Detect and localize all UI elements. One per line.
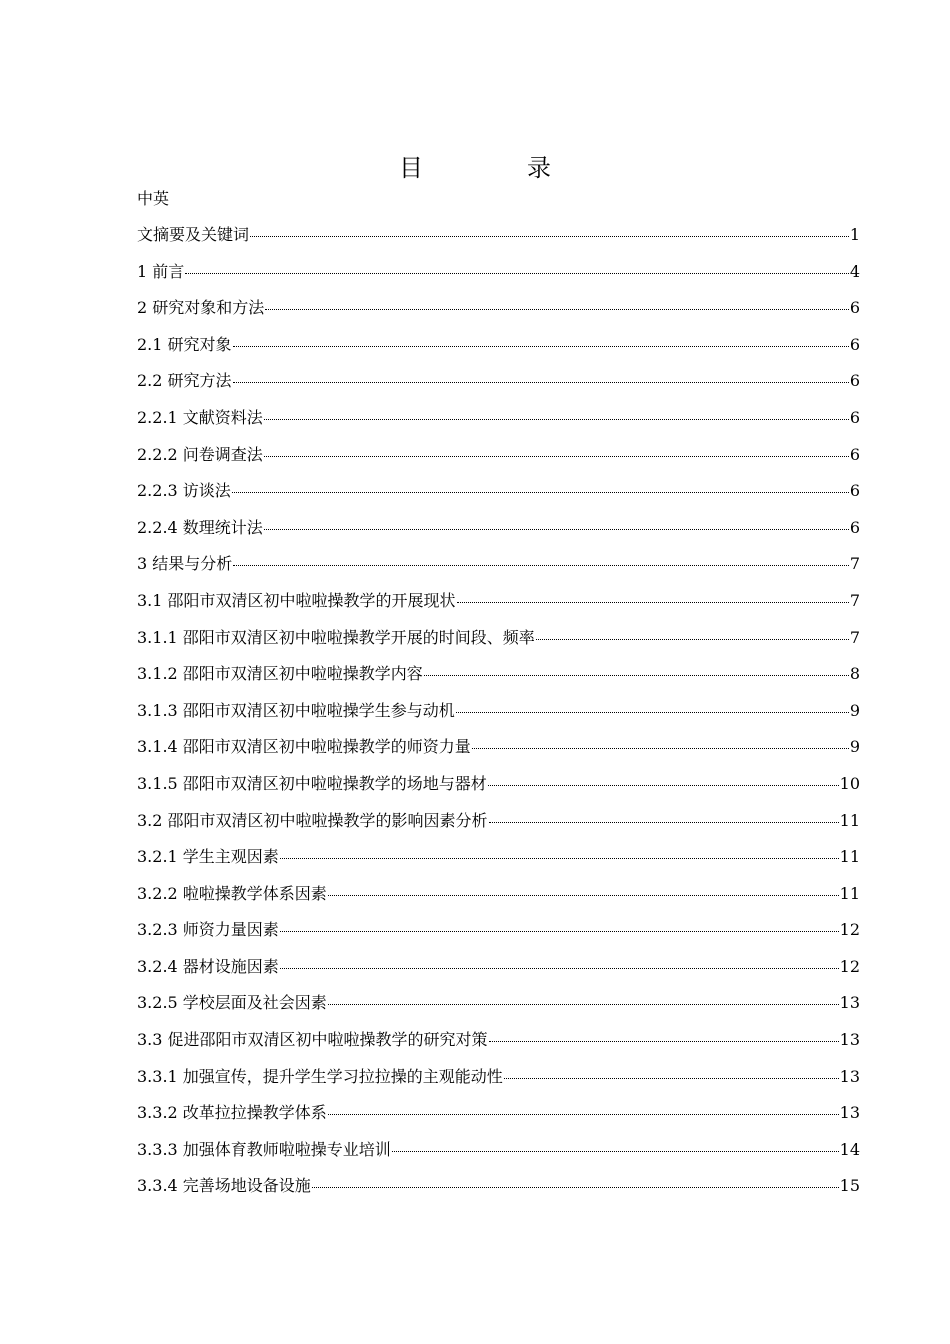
dot-leader — [489, 820, 839, 823]
dot-leader — [185, 271, 849, 274]
dot-leader — [233, 380, 849, 383]
toc-entry-title[interactable]: 3.3.2 改革拉拉操教学体系 — [137, 1103, 327, 1123]
toc-entry[interactable] — [137, 297, 860, 334]
toc-entry-title[interactable]: 3.2.3 师资力量因素 — [137, 920, 279, 940]
toc-entry-page-number[interactable]: 6 — [849, 444, 860, 464]
toc-entry-title[interactable]: 3.1.4 邵阳市双清区初中啦啦操教学的师资力量 — [137, 737, 471, 757]
dot-leader — [264, 527, 849, 530]
dot-leader — [312, 1185, 839, 1188]
toc-entry[interactable] — [137, 627, 860, 664]
toc-entry-page-number[interactable]: 13 — [839, 1030, 860, 1050]
toc-entry[interactable] — [137, 370, 860, 407]
toc-entry-page-number[interactable]: 11 — [839, 847, 860, 867]
toc-entry[interactable] — [137, 1175, 860, 1212]
toc-entry-title[interactable]: 3.1.1 邵阳市双清区初中啦啦操教学开展的时间段、频率 — [137, 627, 535, 647]
toc-entry[interactable] — [137, 334, 860, 371]
dot-leader — [328, 1002, 839, 1005]
toc-entry-page-number[interactable]: 7 — [849, 554, 860, 574]
toc-entry[interactable] — [137, 810, 860, 847]
dot-leader — [250, 234, 849, 237]
dot-leader — [280, 856, 839, 859]
toc-entry-title[interactable]: 3 结果与分析 — [137, 554, 233, 574]
toc-entry-page-number[interactable]: 12 — [839, 920, 860, 940]
toc-entry[interactable] — [137, 736, 860, 773]
toc-entry[interactable] — [137, 846, 860, 883]
dot-leader — [504, 1076, 839, 1079]
dot-leader — [264, 454, 849, 457]
dot-leader — [280, 966, 839, 969]
dot-leader — [328, 1112, 839, 1115]
toc-entry-title[interactable]: 2.2.3 访谈法 — [137, 481, 231, 501]
toc-entry-page-number[interactable]: 9 — [849, 737, 860, 757]
toc-entry-title[interactable]: 3.2.1 学生主观因素 — [137, 847, 279, 867]
toc-entry-page-number[interactable]: 15 — [839, 1176, 860, 1196]
toc-entry-page-number[interactable]: 6 — [849, 371, 860, 391]
toc-entry[interactable] — [137, 553, 860, 590]
toc-entry[interactable] — [137, 517, 860, 554]
dot-leader — [489, 1039, 839, 1042]
toc-entry-title[interactable]: 2.2 研究方法 — [137, 371, 232, 391]
toc-entry-title[interactable]: 3.1 邵阳市双清区初中啦啦操教学的开展现状 — [137, 590, 456, 610]
toc-entry[interactable] — [137, 1139, 860, 1176]
toc-entry-page-number[interactable]: 6 — [849, 334, 860, 354]
toc-entry-title[interactable]: 2.2.2 问卷调查法 — [137, 444, 263, 464]
toc-list — [137, 224, 860, 1212]
toc-entry[interactable] — [137, 444, 860, 481]
toc-entry-title[interactable]: 3.2.5 学校层面及社会因素 — [137, 993, 327, 1013]
toc-entry-page-number[interactable]: 14 — [839, 1139, 860, 1159]
toc-entry-page-number[interactable]: 13 — [839, 1066, 860, 1086]
toc-entry-page-number[interactable]: 6 — [849, 517, 860, 537]
toc-entry-title[interactable]: 1 前言 — [137, 261, 185, 281]
toc-entry[interactable] — [137, 773, 860, 810]
dot-leader — [328, 893, 839, 896]
toc-entry-page-number[interactable]: 9 — [849, 700, 860, 720]
toc-entry-page-number[interactable]: 6 — [849, 407, 860, 427]
toc-entry-title[interactable]: 2.1 研究对象 — [137, 334, 232, 354]
toc-entry-title[interactable]: 3.3 促进邵阳市双清区初中啦啦操教学的研究对策 — [137, 1030, 488, 1050]
dot-leader — [232, 490, 849, 493]
dot-leader — [280, 929, 839, 932]
toc-entry-title[interactable]: 文摘要及关键词 — [137, 225, 250, 244]
toc-entry-title[interactable]: 2.2.1 文献资料法 — [137, 407, 263, 427]
toc-entry-page-number[interactable]: 12 — [839, 956, 860, 976]
toc-entry-title[interactable]: 3.3.4 完善场地设备设施 — [137, 1176, 311, 1196]
toc-entry-page-number[interactable]: 11 — [839, 810, 860, 830]
toc-entry[interactable] — [137, 590, 860, 627]
toc-lead-line: 中英 — [137, 189, 170, 208]
toc-entry[interactable] — [137, 883, 860, 920]
dot-leader — [472, 746, 849, 749]
toc-entry-title[interactable]: 3.3.1 加强宣传，提升学生学习拉拉操的主观能动性 — [137, 1066, 503, 1086]
toc-entry[interactable] — [137, 992, 860, 1029]
toc-entry-title[interactable]: 3.1.2 邵阳市双清区初中啦啦操教学内容 — [137, 664, 423, 684]
toc-entry-page-number[interactable]: 13 — [839, 993, 860, 1013]
dot-leader — [536, 637, 849, 640]
dot-leader — [456, 710, 849, 713]
toc-entry-page-number[interactable]: 7 — [849, 590, 860, 610]
dot-leader — [233, 563, 849, 566]
toc-entry-page-number[interactable]: 1 — [849, 225, 860, 244]
toc-entry[interactable] — [137, 1029, 860, 1066]
toc-entry[interactable] — [137, 261, 860, 298]
dot-leader — [264, 417, 849, 420]
dot-leader — [265, 307, 849, 310]
toc-entry[interactable] — [137, 224, 860, 261]
toc-entry-page-number[interactable]: 4 — [849, 261, 860, 281]
dot-leader — [233, 344, 849, 347]
toc-entry-title[interactable]: 3.2.2 啦啦操教学体系因素 — [137, 883, 327, 903]
dot-leader — [488, 783, 839, 786]
dot-leader — [392, 1149, 839, 1152]
toc-entry[interactable] — [137, 480, 860, 517]
toc-entry[interactable] — [137, 663, 860, 700]
toc-entry[interactable] — [137, 700, 860, 737]
toc-entry[interactable] — [137, 919, 860, 956]
toc-entry-title[interactable]: 3.1.5 邵阳市双清区初中啦啦操教学的场地与器材 — [137, 773, 487, 793]
toc-entry-page-number[interactable]: 8 — [849, 664, 860, 684]
toc-entry-page-number[interactable]: 6 — [849, 481, 860, 501]
toc-title: 目 录 — [399, 154, 591, 182]
dot-leader — [457, 600, 849, 603]
toc-entry-title[interactable]: 3.3.3 加强体育教师啦啦操专业培训 — [137, 1139, 391, 1159]
toc-entry-page-number[interactable]: 7 — [849, 627, 860, 647]
toc-entry[interactable] — [137, 1066, 860, 1103]
toc-entry-title[interactable]: 3.2.4 器材设施因素 — [137, 956, 279, 976]
toc-entry-page-number[interactable]: 13 — [839, 1103, 860, 1123]
dot-leader — [424, 673, 849, 676]
toc-entry[interactable] — [137, 1102, 860, 1139]
toc-entry-title[interactable]: 3.1.3 邵阳市双清区初中啦啦操学生参与动机 — [137, 700, 455, 720]
toc-entry[interactable] — [137, 407, 860, 444]
toc-entry-title[interactable]: 3.2 邵阳市双清区初中啦啦操教学的影响因素分析 — [137, 810, 488, 830]
toc-entry-page-number[interactable]: 11 — [839, 883, 860, 903]
toc-entry-title[interactable]: 2.2.4 数理统计法 — [137, 517, 263, 537]
toc-entry-title[interactable]: 2 研究对象和方法 — [137, 298, 265, 318]
toc-entry-page-number[interactable]: 10 — [839, 773, 860, 793]
toc-entry-page-number[interactable]: 6 — [849, 298, 860, 318]
toc-entry[interactable] — [137, 956, 860, 993]
